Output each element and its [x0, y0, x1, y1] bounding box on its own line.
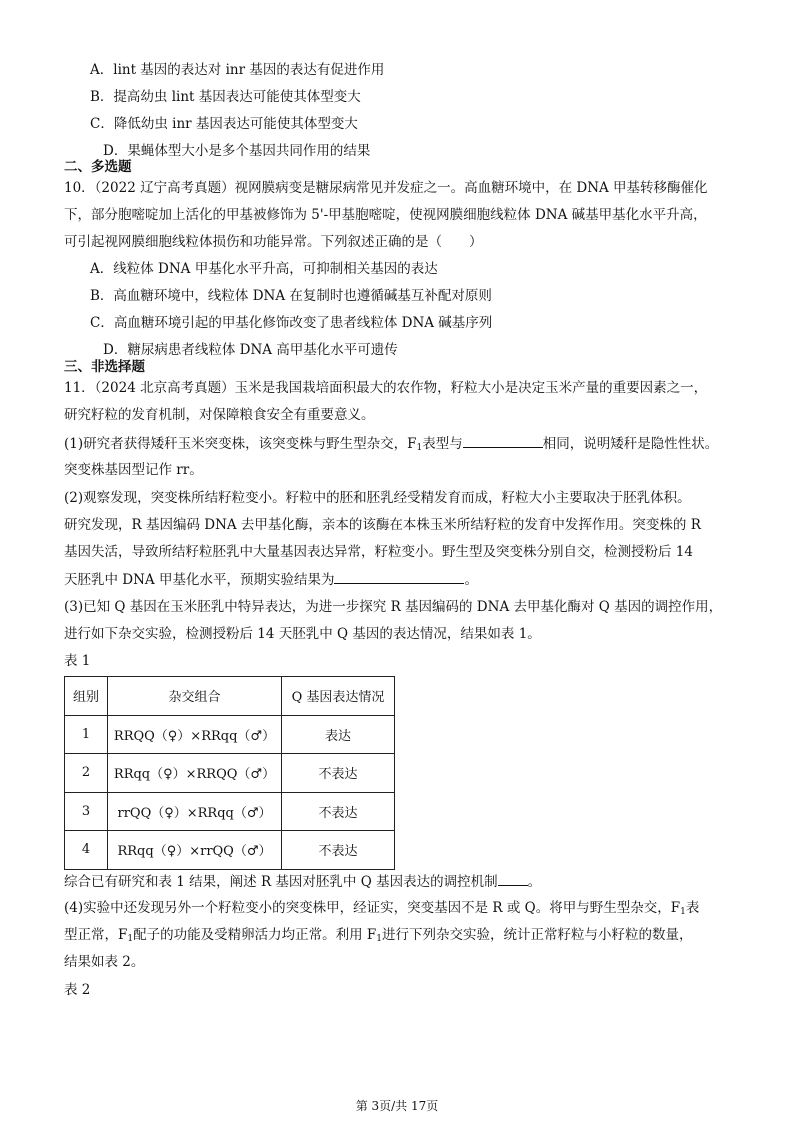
q9-option-c: C．降低幼虫 inr 基因表达可能使其体型变大 [90, 116, 358, 132]
table-header-row [65, 677, 395, 716]
q11-after-table-text-b: 。 [527, 874, 542, 890]
q10-option-b: B．高血糖环境中，线粒体 DNA 在复制时也遵循碱基互补配对原则 [90, 288, 492, 304]
table-header-cell: 杂交组合 [108, 677, 282, 716]
q11-part4-text-c: 型正常，F [64, 927, 128, 943]
q11-stem-line-2: 研究籽粒的发育机制，对保障粮食安全有重要意义。 [64, 407, 375, 423]
q9-option-b: B．提高幼虫 lint 基因表达可能使其体型变大 [90, 89, 361, 105]
q10-option-a: A．线粒体 DNA 甲基化水平升高，可抑制相关基因的表达 [90, 261, 438, 277]
q11-part4-text-e: 进行下列杂交实验，统计正常籽粒与小籽粒的数量， [382, 927, 693, 943]
table-row [65, 831, 395, 870]
q11-after-table-line [64, 871, 541, 892]
table-row [65, 754, 395, 793]
q11-part4-text-a: (4)实验中还发现另外一个籽粒变小的突变株甲，经证实，突变基因不是 R 或 Q。将甲与野生型杂交，F [64, 900, 681, 916]
table-cell: 不表达 [282, 831, 395, 870]
section-heading-multiple-choice: 二、多选题 [64, 159, 132, 175]
table-cell: 表达 [282, 715, 395, 754]
table-header-cell: Q 基因表达情况 [282, 677, 395, 716]
q9-option-a: A．lint 基因的表达对 inr 基因的表达有促进作用 [90, 62, 385, 78]
q11-part4-text-b: 表 [685, 900, 700, 916]
table-cell: 1 [65, 715, 108, 754]
table-cell: 2 [65, 754, 108, 793]
page-footer: 第 3页/共 17页 [355, 1099, 439, 1113]
q11-part2-text-b: 。 [464, 572, 478, 588]
q11-part4-line-2 [64, 925, 693, 949]
table-1 [64, 676, 395, 870]
q10-stem-line-1: 10．（2022 辽宁高考真题）视网膜病变是糖尿病常见并发症之一。高血糖环境中，在 DNA 甲基转移酶催化 [64, 180, 708, 196]
section-heading-non-choice: 三、非选择题 [64, 359, 145, 375]
table-row [65, 715, 395, 754]
q11-part2-line-3: 基因失活，导致所结籽粒胚乳中大量基因表达异常，籽粒变小。野生型及突变株分别自交，检测授粉后 14 [64, 544, 693, 560]
f1-subscript: 1 [376, 934, 383, 944]
answer-blank-2[interactable] [334, 569, 464, 584]
q10-option-d: D．糖尿病患者线粒体 DNA 高甲基化水平可遗传 [103, 342, 398, 358]
q10-stem-line-3: 可引起视网膜细胞线粒体损伤和功能异常。下列叙述正确的是（ ） [64, 234, 483, 250]
table-header-cell: 组别 [65, 677, 108, 716]
q11-part1-line-2: 突变株基因型记作 rr。 [64, 462, 203, 478]
table-row [65, 792, 395, 831]
table1-caption: 表 1 [64, 653, 91, 669]
q11-part4-line-1 [64, 898, 699, 922]
table-cell: rrQQ（♀）×RRqq（♂） [108, 792, 282, 831]
table-cell: 4 [65, 831, 108, 870]
q11-part1-text-c: 相同，说明矮秆是隐性性状。 [542, 436, 719, 452]
table-cell: 不表达 [282, 792, 395, 831]
table-cell: 不表达 [282, 754, 395, 793]
answer-blank-1[interactable] [463, 433, 543, 448]
table-cell: RRqq（♀）×rrQQ（♂） [108, 831, 282, 870]
table-cell: 3 [65, 792, 108, 831]
q11-part1-text-a: (1)研究者获得矮秆玉米突变株，该突变株与野生型杂交，F [64, 436, 417, 452]
table2-caption: 表 2 [64, 982, 91, 998]
answer-blank-3[interactable] [498, 871, 528, 886]
f1-subscript: 1 [680, 907, 686, 917]
q11-part2-line-1: (2)观察发现，突变株所结籽粒变小。籽粒中的胚和胚乳经受精发育而成，籽粒大小主要取决于胚乳体积。 [64, 490, 691, 506]
table-cell: RRQQ（♀）×RRqq（♂） [108, 715, 282, 754]
q11-part1-line-1 [64, 433, 718, 458]
table-cell: RRqq（♀）×RRQQ（♂） [108, 754, 282, 793]
q9-option-d: D．果蝇体型大小是多个基因共同作用的结果 [103, 143, 371, 159]
q11-part3-line-2: 进行如下杂交实验，检测授粉后 14 天胚乳中 Q 基因的表达情况，结果如表 1。 [64, 626, 541, 642]
f1-subscript: 1 [416, 443, 423, 453]
f1-subscript: 1 [127, 934, 134, 944]
q11-part3-line-1: (3)已知 Q 基因在玉米胚乳中特异表达，为进一步探究 R 基因编码的 DNA 去甲基化酶对 Q 基因的调控作用， [64, 599, 723, 615]
q11-part2-line-2: 研究发现，R 基因编码 DNA 去甲基化酶，亲本的该酶在本株玉米所结籽粒的发育中发挥作用。突变株的 R [64, 517, 701, 533]
q11-part4-line-3: 结果如表 2。 [64, 954, 145, 970]
q11-after-table-text-a: 综合已有研究和表 1 结果，阐述 R 基因对胚乳中 Q 基因表达的调控机制 [64, 874, 498, 890]
q11-part4-text-d: 配子的功能及受精卵活力均正常。利用 F [133, 927, 377, 943]
q10-option-c: C．高血糖环境引起的甲基化修饰改变了患者线粒体 DNA 碱基序列 [90, 315, 493, 331]
q10-stem-line-2: 下，部分胞嘧啶加上活化的甲基被修饰为 5'-甲基胞嘧啶，使视网膜细胞线粒体 DNA 碱基甲基化水平升高， [64, 207, 707, 223]
q11-part2-text-a: 天胚乳中 DNA 甲基化水平，预期实验结果为 [64, 572, 335, 588]
q11-part2-line-4 [64, 569, 478, 590]
q11-stem-line-1: 11．（2024 北京高考真题）玉米是我国栽培面积最大的农作物，籽粒大小是决定玉米产量的重要因素之一， [64, 380, 708, 396]
q11-part1-text-b: 表型与 [422, 436, 463, 452]
